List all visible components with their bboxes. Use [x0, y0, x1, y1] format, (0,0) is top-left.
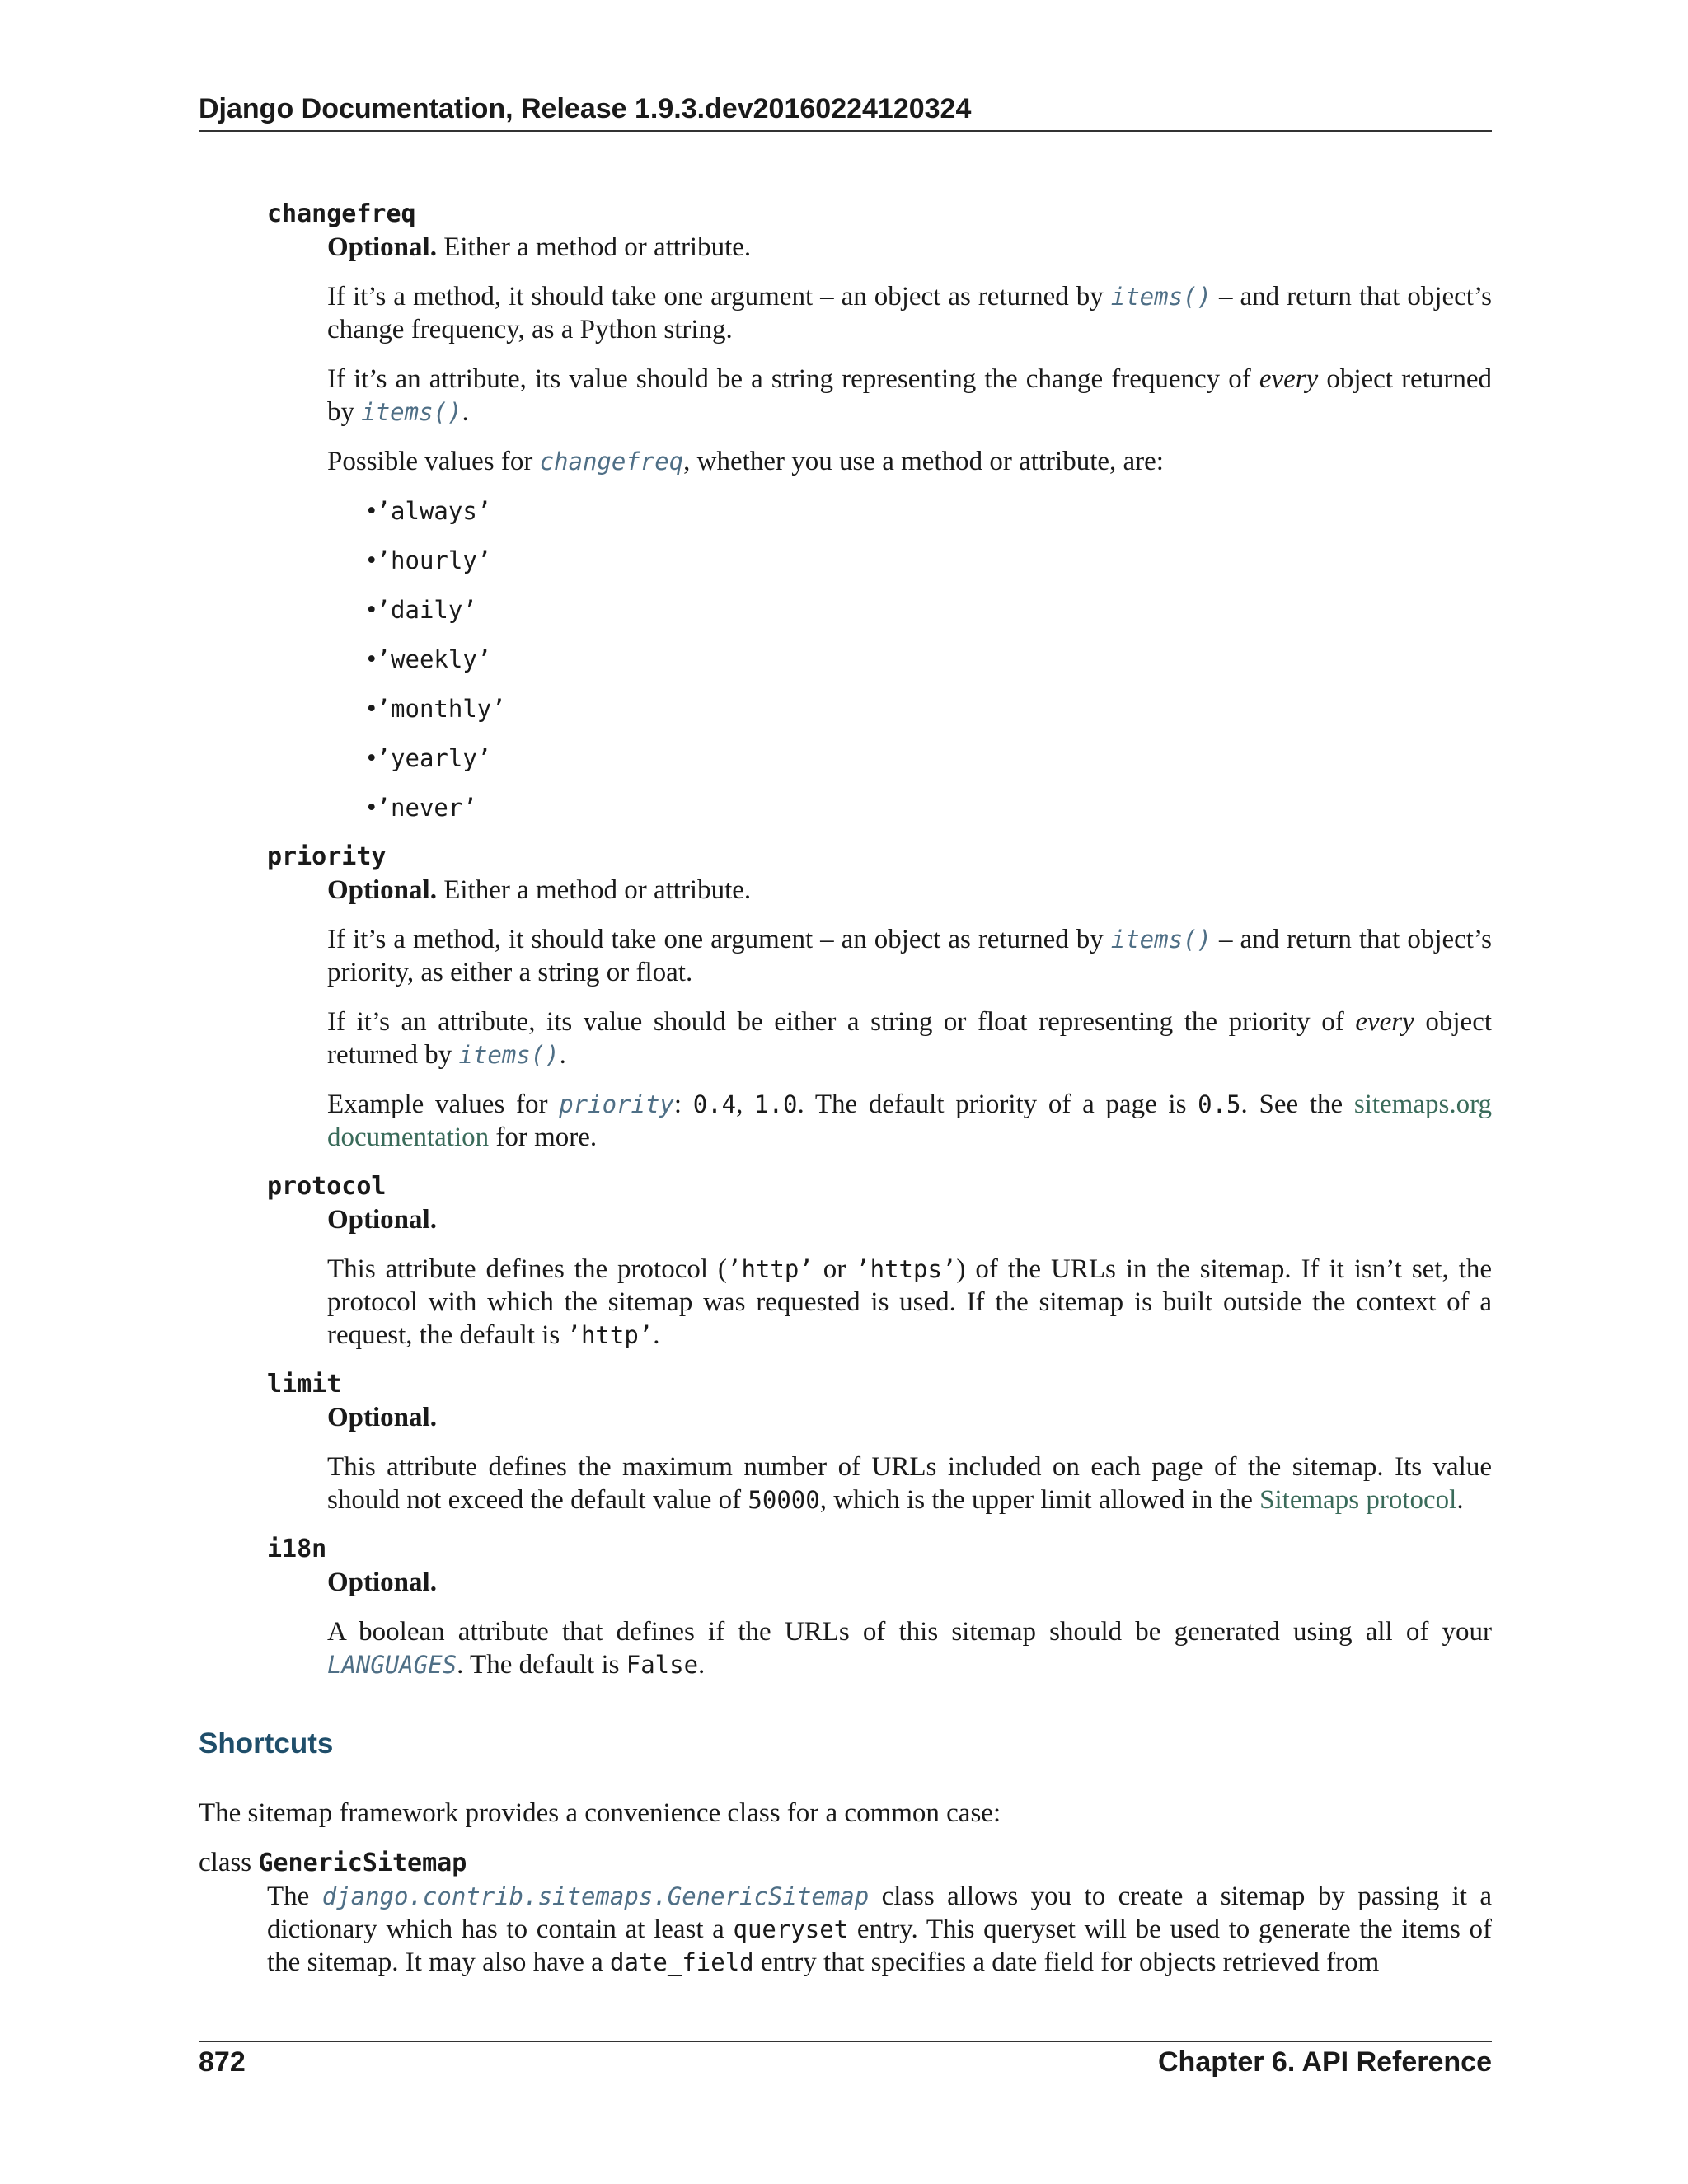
bullet: •: [367, 743, 377, 773]
text: .: [559, 1040, 566, 1070]
text: , whether you use a method or attribute, are:: [683, 447, 1164, 476]
items-link[interactable]: items(): [1110, 926, 1212, 954]
attr-limit: [267, 1368, 1492, 1516]
emphasis: every: [1355, 1007, 1414, 1037]
list-item: [367, 791, 1492, 824]
text: entry that specifies a date field for objects retrieved from: [753, 1947, 1380, 1977]
bullet: •: [367, 546, 377, 575]
attr-priority: [267, 841, 1492, 1154]
value-code: ’https’: [856, 1255, 957, 1283]
attr-name: priority: [267, 842, 387, 871]
paragraph: [327, 1451, 1492, 1516]
text: If it’s an attribute, its value should be either a string or float representing the priority of: [327, 1007, 1356, 1037]
sitemaps-org-link[interactable]: sitemaps.org documentation: [327, 1090, 1492, 1152]
value-code: ’http’: [566, 1321, 654, 1349]
paragraph: [327, 280, 1492, 346]
paragraph: [327, 363, 1492, 429]
page-number: 872: [199, 2046, 246, 2078]
intro-text: Either a method or attribute.: [443, 232, 752, 262]
text: If it’s a method, it should take one argument – an object as returned by: [327, 282, 1111, 312]
value-code: ’weekly’: [376, 645, 492, 673]
class-body: [267, 1880, 1492, 1979]
text: Possible values for: [327, 447, 540, 476]
items-link[interactable]: items(): [1110, 283, 1212, 311]
paragraph: [327, 923, 1492, 989]
emphasis: every: [1259, 364, 1319, 394]
text: object returned by: [327, 1007, 1493, 1070]
list-item: [367, 544, 1492, 577]
optional-label: Optional.: [327, 875, 437, 905]
text: ) of the URLs in the sitemap. If it isn’t set, the protocol with which the sitemap was requested is used. If the sitemap is built outside the context of a request, the default is: [327, 1254, 1493, 1350]
list-item: [367, 494, 1492, 527]
intro-text: Either a method or attribute.: [443, 875, 752, 905]
class-name: GenericSitemap: [258, 1849, 467, 1877]
text: .: [462, 397, 469, 427]
text: A boolean attribute that defines if the URLs of this sitemap should be generated using all of your: [327, 1617, 1492, 1647]
optional-label: Optional.: [327, 232, 437, 262]
text: .: [653, 1320, 660, 1350]
attr-protocol: [267, 1170, 1492, 1352]
value-code: 0.5: [1198, 1090, 1241, 1118]
priority-link[interactable]: priority: [559, 1090, 674, 1118]
value-code: date_field: [610, 1948, 754, 1976]
bullet: •: [367, 496, 377, 526]
items-link[interactable]: items(): [361, 398, 462, 426]
list-item: [367, 692, 1492, 725]
value-code: ’never’: [376, 794, 477, 822]
paragraph: [327, 1615, 1492, 1681]
text: for more.: [489, 1122, 598, 1152]
list-item: [367, 643, 1492, 676]
paragraph: [327, 1088, 1492, 1154]
attr-name: i18n: [267, 1535, 327, 1563]
attr-body: [327, 1401, 1492, 1516]
text: This attribute defines the maximum number of URLs included on each page of the sitemap. Its value should not exceed the default value of: [327, 1452, 1492, 1515]
header-rule: [199, 130, 1492, 132]
list-item: [367, 742, 1492, 775]
page-content: [199, 198, 1492, 1979]
chapter-title: Chapter 6. API Reference: [1158, 2046, 1492, 2078]
text: This attribute defines the protocol (: [327, 1254, 727, 1284]
attr-name: limit: [267, 1370, 342, 1399]
list-item: [367, 593, 1492, 626]
optional-line: [327, 231, 1492, 264]
attr-name: protocol: [267, 1172, 387, 1201]
text: , which is the upper limit allowed in the: [819, 1485, 1260, 1515]
optional-line: [327, 1203, 1492, 1236]
value-code: ’hourly’: [376, 546, 492, 574]
running-footer: [199, 2046, 1492, 2079]
optional-line: [327, 1401, 1492, 1434]
text: ,: [736, 1090, 755, 1119]
value-code: ’monthly’: [376, 695, 506, 723]
bullet: •: [367, 595, 377, 625]
value-code: 50000: [748, 1486, 820, 1514]
attr-body: [327, 874, 1492, 1154]
paragraph: [327, 1253, 1492, 1352]
text: Example values for: [327, 1090, 560, 1119]
value-code: ’always’: [376, 497, 492, 525]
changefreq-values-list: [327, 494, 1492, 824]
paragraph: The sitemap framework provides a convenience class for a common case:: [199, 1798, 1001, 1828]
section-heading-shortcuts: Shortcuts: [199, 1727, 334, 1760]
value-code: queryset: [733, 1915, 849, 1943]
items-link[interactable]: items(): [458, 1041, 560, 1069]
value-code: False: [626, 1651, 699, 1679]
running-header: Django Documentation, Release 1.9.3.dev20160224120324: [199, 93, 972, 124]
class-signature: [199, 1846, 1492, 1880]
attr-i18n: [267, 1533, 1492, 1681]
text: entry. This queryset will be used to generate the items of the sitemap. It may also have a: [267, 1915, 1492, 1977]
text: :: [673, 1090, 693, 1119]
value-code: ’yearly’: [376, 744, 492, 772]
bullet: •: [367, 793, 377, 823]
bullet: •: [367, 694, 377, 724]
value-code: 1.0: [754, 1090, 798, 1118]
attr-changefreq: [267, 198, 1492, 824]
text: . The default is: [457, 1650, 626, 1680]
text: .: [1456, 1485, 1464, 1515]
value-code: ’http’: [726, 1255, 814, 1283]
sitemaps-protocol-link[interactable]: Sitemaps protocol: [1259, 1485, 1457, 1515]
text: The: [267, 1882, 322, 1911]
attr-body: [327, 1566, 1492, 1681]
text: If it’s an attribute, its value should be a string representing the change frequency of: [327, 364, 1259, 394]
text: . See the: [1240, 1090, 1354, 1119]
attr-body: [327, 231, 1492, 824]
text: . The default priority of a page is: [797, 1090, 1198, 1119]
optional-label: Optional.: [327, 1205, 437, 1235]
optional-label: Optional.: [327, 1403, 437, 1432]
value-code: ’daily’: [376, 596, 477, 624]
text: .: [698, 1650, 706, 1680]
attr-body: [327, 1203, 1492, 1352]
text: – and return that object’s change frequency, as a Python string.: [327, 282, 1492, 344]
optional-line: [327, 874, 1492, 907]
class-keyword: class: [199, 1848, 259, 1877]
text: class allows you to create a sitemap by passing it a dictionary which has to contain at least a: [267, 1882, 1492, 1944]
attr-name: changefreq: [267, 199, 416, 228]
text: object returned by: [327, 364, 1493, 427]
text: – and return that object’s priority, as either a string or float.: [327, 925, 1492, 987]
generic-sitemap-link[interactable]: django.contrib.sitemaps.GenericSitemap: [321, 1882, 870, 1910]
paragraph: [327, 445, 1492, 478]
languages-link[interactable]: LANGUAGES: [327, 1651, 457, 1679]
bullet: •: [367, 644, 377, 674]
footer-rule: [199, 2041, 1492, 2042]
text: or: [813, 1254, 856, 1284]
changefreq-link[interactable]: changefreq: [539, 448, 684, 476]
optional-label: Optional.: [327, 1568, 437, 1597]
value-code: 0.4: [692, 1090, 737, 1118]
paragraph: [327, 1005, 1492, 1071]
text: If it’s a method, it should take one argument – an object as returned by: [327, 925, 1111, 954]
optional-line: [327, 1566, 1492, 1599]
